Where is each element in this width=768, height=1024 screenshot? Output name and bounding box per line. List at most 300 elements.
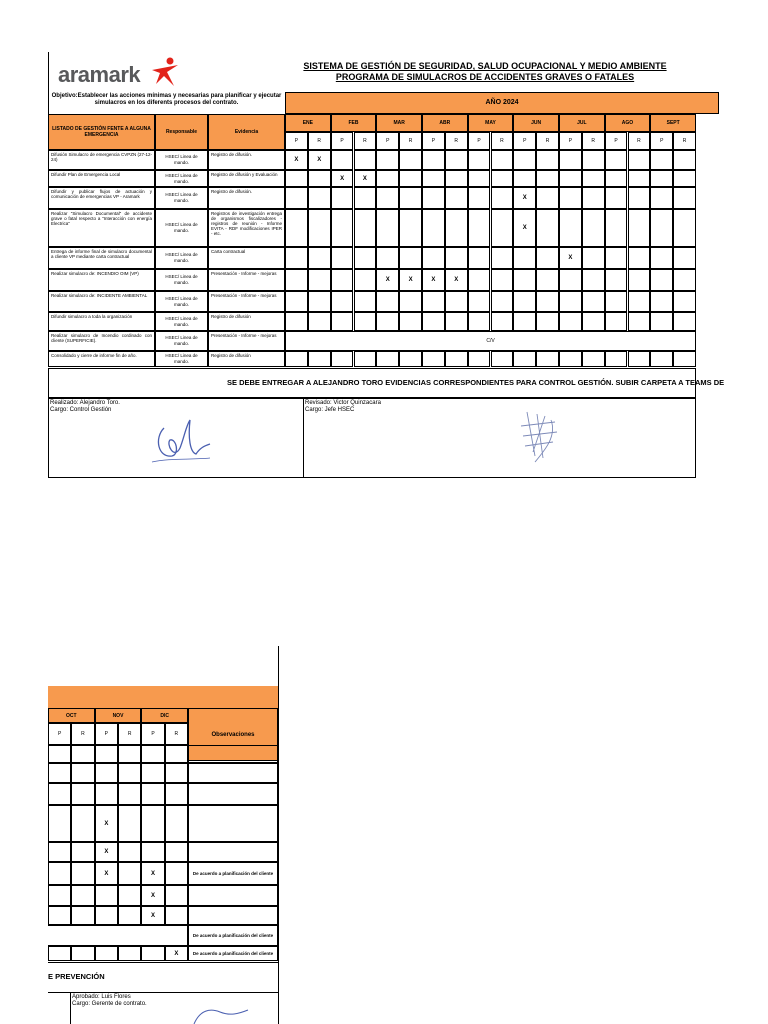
observation-cell [188, 885, 278, 906]
col-activity-header: LISTADO DE GESTIÓN FENTE A ALGUNA EMERGENCIA [48, 114, 155, 150]
schedule-cell [399, 312, 422, 331]
schedule-cell [48, 862, 71, 885]
schedule-cell [468, 247, 491, 269]
responsible-cell: HSEC/ Linea de mando. [155, 331, 208, 351]
schedule-cell [118, 763, 141, 783]
notice-tail: E PREVENCIÓN [48, 972, 105, 981]
schedule-cell [141, 763, 164, 783]
schedule-cell [628, 269, 651, 291]
schedule-cell [399, 150, 422, 170]
objective: Objetivo:Establecer las acciones mínimas y necesarias para planificar y ejecutar simulacros en los diferents procesos del contrato. [51, 93, 282, 106]
schedule-cell [559, 291, 582, 312]
schedule-cell [491, 291, 514, 312]
schedule-cell [376, 150, 399, 170]
schedule-cell [582, 150, 605, 170]
schedule-cell [71, 946, 94, 961]
schedule-cell [331, 269, 354, 291]
schedule-cell [491, 150, 514, 170]
schedule-cell [422, 291, 445, 312]
activity-cell: Consolidado y cierre de informe fin de año. [48, 351, 155, 367]
schedule-cell [628, 187, 651, 209]
activity-cell: Entrega de informe final de simulacro documental a cliente VP mediante carta contractual [48, 247, 155, 269]
observation-cell [188, 763, 278, 783]
schedule-cell [468, 170, 491, 187]
schedule-cell [673, 312, 696, 331]
month-header: MAR [376, 114, 422, 132]
responsible-cell: HSEC/ Linea de mando. [155, 247, 208, 269]
schedule-cell [605, 187, 628, 209]
schedule-cell [650, 291, 673, 312]
month-header: NOV [95, 708, 142, 723]
real-header: R [445, 132, 468, 150]
schedule-cell [354, 150, 377, 170]
schedule-cell [165, 906, 188, 925]
schedule-cell [513, 312, 536, 331]
responsible-cell: HSEC/ Linea de mando. [155, 187, 208, 209]
signer-3-role: Cargo: Gerente de contrato. [72, 1001, 147, 1007]
schedule-cell [118, 805, 141, 842]
schedule-cell [71, 805, 94, 842]
schedule-cell [95, 745, 118, 763]
schedule-cell [513, 269, 536, 291]
schedule-cell [308, 209, 331, 247]
schedule-cell [141, 805, 164, 842]
schedule-cell [468, 187, 491, 209]
schedule-cell [354, 247, 377, 269]
schedule-cell [491, 209, 514, 247]
schedule-cell [118, 885, 141, 906]
schedule-cell [308, 187, 331, 209]
schedule-cell [95, 906, 118, 925]
schedule-cell [376, 312, 399, 331]
schedule-cell [582, 351, 605, 367]
schedule-cell [285, 351, 308, 367]
schedule-cell [582, 170, 605, 187]
schedule-cell [445, 312, 468, 331]
schedule-cell [354, 269, 377, 291]
schedule-cell [354, 187, 377, 209]
schedule-cell [354, 312, 377, 331]
real-header: R [673, 132, 696, 150]
schedule-cell [422, 150, 445, 170]
activity-cell: Realizar simulacro de: INCIDENTE AMBIENTAL [48, 291, 155, 312]
schedule-cell [468, 351, 491, 367]
schedule-cell [650, 269, 673, 291]
observation-cell: De acuerdo a planificación del cliente [188, 946, 278, 961]
evidence-cell: Carta contractual [208, 247, 285, 269]
schedule-cell [536, 209, 559, 247]
plan-header: P [513, 132, 536, 150]
signature-box [48, 398, 696, 478]
schedule-cell [491, 187, 514, 209]
schedule-cell [354, 209, 377, 247]
schedule-cell [118, 862, 141, 885]
evidence-cell: Registro de difusión. [208, 187, 285, 209]
schedule-cell: X [331, 170, 354, 187]
schedule-cell [71, 783, 94, 805]
year-banner-continued [48, 686, 278, 708]
schedule-cell [354, 291, 377, 312]
schedule-cell [445, 351, 468, 367]
schedule-cell [673, 170, 696, 187]
schedule-cell [468, 150, 491, 170]
schedule-cell [422, 351, 445, 367]
schedule-cell [445, 150, 468, 170]
schedule-cell [582, 269, 605, 291]
schedule-cell [628, 351, 651, 367]
schedule-cell [673, 269, 696, 291]
schedule-cell [331, 247, 354, 269]
schedule-cell: X [141, 862, 164, 885]
evidence-cell: Registro de difusión [208, 312, 285, 331]
real-header: R [118, 723, 141, 745]
activity-cell: Realizar "Simulacro Documental" de accidente grave o fatal respecto a "Interacción con energía Electrica" [48, 209, 155, 247]
schedule-cell [118, 946, 141, 961]
evidence-cell: Registros de investigación entrega de organismos fiscalizadores - registros de reunión - Informe EVITA - RDF modificaciones IPER - etc. [208, 209, 285, 247]
schedule-cell [513, 170, 536, 187]
schedule-cell [48, 763, 71, 783]
schedule-cell [491, 170, 514, 187]
plan-header: P [468, 132, 491, 150]
schedule-cell [118, 783, 141, 805]
schedule-cell [582, 209, 605, 247]
real-header: R [399, 132, 422, 150]
month-header: JUL [559, 114, 605, 132]
schedule-cell: X [513, 209, 536, 247]
signer-2-role: Cargo: Jefe HSEC [305, 407, 355, 413]
schedule-cell [331, 209, 354, 247]
schedule-cell [422, 187, 445, 209]
schedule-cell [376, 291, 399, 312]
schedule-cell [468, 291, 491, 312]
schedule-cell [536, 269, 559, 291]
signer-1-role: Cargo: Control Gestión [50, 407, 112, 413]
schedule-cell [605, 170, 628, 187]
signer-1-name: Realizado: Alejandro Toro. [50, 400, 120, 406]
schedule-cell [141, 842, 164, 862]
real-header: R [582, 132, 605, 150]
schedule-cell: X [95, 862, 118, 885]
schedule-cell: X [559, 247, 582, 269]
schedule-cell [513, 150, 536, 170]
plan-header: P [376, 132, 399, 150]
schedule-cell [285, 291, 308, 312]
month-header: MAY [468, 114, 514, 132]
schedule-cell [491, 269, 514, 291]
schedule-cell [673, 150, 696, 170]
schedule-cell [559, 312, 582, 331]
responsible-cell: HSEC/ Linea de mando. [155, 170, 208, 187]
schedule-cell [48, 885, 71, 906]
schedule-cell [48, 805, 71, 842]
schedule-cell [673, 351, 696, 367]
schedule-cell [95, 763, 118, 783]
schedule-cell [445, 209, 468, 247]
activity-cell: Difundir simulacro a toda la organización [48, 312, 155, 331]
logo-figure-icon [148, 56, 180, 88]
schedule-cell [285, 312, 308, 331]
schedule-cell [650, 187, 673, 209]
schedule-cell [376, 170, 399, 187]
schedule-cell [422, 209, 445, 247]
schedule-cell [468, 312, 491, 331]
real-header: R [71, 723, 94, 745]
evidence-cell: Registro de difusión [208, 351, 285, 367]
schedule-cell: X [445, 269, 468, 291]
schedule-cell [285, 209, 308, 247]
schedule-cell [118, 745, 141, 763]
schedule-cell [605, 269, 628, 291]
schedule-cell [399, 291, 422, 312]
plan-header: P [285, 132, 308, 150]
month-header: DIC [141, 708, 188, 723]
schedule-cell [650, 170, 673, 187]
merged-status-cell: C/V [285, 331, 696, 351]
schedule-cell [491, 351, 514, 367]
month-header: ABR [422, 114, 468, 132]
observation-cell: De acuerdo a planificación del cliente [188, 862, 278, 885]
schedule-cell [331, 351, 354, 367]
schedule-cell [399, 187, 422, 209]
schedule-cell [559, 269, 582, 291]
schedule-cell [331, 150, 354, 170]
schedule-cell [628, 291, 651, 312]
schedule-cell [559, 209, 582, 247]
logo-text: aramark [58, 62, 141, 87]
schedule-cell [399, 170, 422, 187]
schedule-cell [48, 745, 71, 763]
schedule-cell [605, 291, 628, 312]
observation-cell [188, 783, 278, 805]
schedule-cell [536, 150, 559, 170]
schedule-cell: X [141, 885, 164, 906]
real-header: R [536, 132, 559, 150]
schedule-cell [165, 862, 188, 885]
schedule-cell [445, 291, 468, 312]
schedule-cell [650, 150, 673, 170]
schedule-cell [95, 783, 118, 805]
schedule-cell [308, 269, 331, 291]
schedule-cell [331, 312, 354, 331]
real-header: R [308, 132, 331, 150]
plan-header: P [559, 132, 582, 150]
evidence-cell: Presentación - Informe - mejoras [208, 269, 285, 291]
schedule-cell [650, 351, 673, 367]
schedule-cell [141, 745, 164, 763]
observation-cell: De acuerdo a planificación del cliente [188, 925, 278, 946]
real-header: R [491, 132, 514, 150]
activity-cell: Difundir Plan de Emergencia Local [48, 170, 155, 187]
header-line-2: PROGRAMA DE SIMULACROS DE ACCIDENTES GRAVES O FATALES [335, 72, 635, 82]
evidence-cell: Presentación - Informe - mejoras [208, 291, 285, 312]
col-responsible-header: Responsable [155, 114, 208, 150]
schedule-cell [331, 187, 354, 209]
schedule-cell [165, 885, 188, 906]
schedule-cell [673, 209, 696, 247]
year-banner: AÑO 2024 [285, 92, 719, 114]
schedule-cell [71, 763, 94, 783]
schedule-cell [308, 170, 331, 187]
observation-cell [188, 906, 278, 925]
schedule-cell [536, 351, 559, 367]
schedule-cell [491, 312, 514, 331]
schedule-cell [468, 209, 491, 247]
schedule-cell [354, 351, 377, 367]
schedule-cell [536, 312, 559, 331]
responsible-cell: HSEC/ Linea de mando. [155, 351, 208, 367]
schedule-cell [650, 312, 673, 331]
schedule-cell [71, 906, 94, 925]
schedule-cell [605, 351, 628, 367]
schedule-cell [422, 170, 445, 187]
responsible-cell: HSEC/ Linea de mando. [155, 150, 208, 170]
schedule-cell [399, 209, 422, 247]
plan-header: P [605, 132, 628, 150]
schedule-cell: X [399, 269, 422, 291]
schedule-cell [628, 150, 651, 170]
plan-header: P [422, 132, 445, 150]
signer-2-name: Revisado: Victor Quinzacara [305, 400, 381, 406]
schedule-cell [445, 170, 468, 187]
schedule-cell: X [308, 150, 331, 170]
plan-header: P [48, 723, 71, 745]
month-header: ENE [285, 114, 331, 132]
schedule-cell: X [141, 906, 164, 925]
schedule-cell [141, 783, 164, 805]
activity-cell: Realizar simulacro de: INCENDIO OIM (VP) [48, 269, 155, 291]
schedule-cell [118, 906, 141, 925]
schedule-cell [673, 247, 696, 269]
schedule-cell [650, 247, 673, 269]
schedule-cell: X [376, 269, 399, 291]
schedule-cell [445, 247, 468, 269]
schedule-cell [331, 291, 354, 312]
month-header: FEB [331, 114, 377, 132]
schedule-cell [468, 269, 491, 291]
schedule-cell [399, 351, 422, 367]
schedule-cell [376, 187, 399, 209]
schedule-cell: X [354, 170, 377, 187]
schedule-cell [285, 187, 308, 209]
schedule-cell [165, 842, 188, 862]
schedule-cell [628, 209, 651, 247]
schedule-cell: X [95, 805, 118, 842]
observation-cell [188, 842, 278, 862]
schedule-cell [95, 885, 118, 906]
activity-cell: Difundir y publicar flujos de actuación y comunicación de emergencias VP - Aramark [48, 187, 155, 209]
schedule-cell [582, 291, 605, 312]
schedule-cell [399, 247, 422, 269]
schedule-cell [48, 842, 71, 862]
schedule-cell [71, 842, 94, 862]
schedule-cell [308, 312, 331, 331]
schedule-cell [165, 745, 188, 763]
schedule-cell [559, 187, 582, 209]
schedule-cell: X [95, 842, 118, 862]
schedule-cell [445, 187, 468, 209]
schedule-cell [165, 763, 188, 783]
schedule-cell [285, 269, 308, 291]
schedule-cell: X [285, 150, 308, 170]
responsible-cell: HSEC/ Linea de mando. [155, 312, 208, 331]
plan-header: P [95, 723, 118, 745]
signature-1-image [150, 408, 214, 468]
schedule-cell: X [513, 187, 536, 209]
schedule-cell [141, 946, 164, 961]
schedule-cell [605, 247, 628, 269]
evidence-cell: Registro de difusión y Evaluación [208, 170, 285, 187]
schedule-cell [559, 150, 582, 170]
observation-cell [188, 805, 278, 842]
schedule-cell [513, 291, 536, 312]
real-header: R [165, 723, 188, 745]
schedule-cell [48, 906, 71, 925]
logo [56, 56, 181, 92]
schedule-cell [536, 170, 559, 187]
schedule-cell [559, 170, 582, 187]
col-evidence-header: Evidencia [208, 114, 285, 150]
schedule-cell [536, 247, 559, 269]
notice-text: SE DEBE ENTREGAR A ALEJANDRO TORO EVIDENCIAS CORRESPONDIENTES PARA CONTROL GESTIÓN. SUBIR CARPETA A TEAMS DE [227, 378, 725, 387]
schedule-cell [536, 187, 559, 209]
schedule-cell [71, 862, 94, 885]
schedule-cell [605, 209, 628, 247]
plan-header: P [331, 132, 354, 150]
schedule-cell [308, 291, 331, 312]
activity-cell: Realizar simulacro de Incendio cordinado con cliente (SUPERFICIE). [48, 331, 155, 351]
schedule-cell [95, 946, 118, 961]
schedule-cell [582, 312, 605, 331]
schedule-cell [165, 805, 188, 842]
real-header: R [354, 132, 377, 150]
responsible-cell: HSEC/ Linea de mando. [155, 209, 208, 247]
schedule-cell [118, 842, 141, 862]
observation-cell [188, 745, 278, 763]
schedule-cell [513, 247, 536, 269]
merged-status-cell [48, 925, 188, 946]
schedule-cell [559, 351, 582, 367]
activity-cell: Difusión Simulacro de emergencia CVPZN (27-12-24) [48, 150, 155, 170]
month-header: SEPT [650, 114, 696, 132]
schedule-cell [48, 783, 71, 805]
responsible-cell: HSEC/ Linea de mando. [155, 269, 208, 291]
schedule-cell [48, 946, 71, 961]
schedule-cell [628, 247, 651, 269]
month-header: JUN [513, 114, 559, 132]
header-line-1: SISTEMA DE GESTIÓN DE SEGURIDAD, SALUD OCUPACIONAL Y MEDIO AMBIENTE [303, 61, 667, 71]
schedule-cell [673, 291, 696, 312]
schedule-cell [513, 351, 536, 367]
signer-3-name: Aprobado: Luis Flores [72, 994, 131, 1000]
schedule-cell [582, 187, 605, 209]
schedule-cell [628, 170, 651, 187]
month-header: OCT [48, 708, 95, 723]
evidence-cell: Presentación - Informe - mejoras [208, 331, 285, 351]
col-observations-header: Observaciones [188, 708, 278, 761]
schedule-cell [376, 247, 399, 269]
schedule-cell [605, 150, 628, 170]
schedule-cell [536, 291, 559, 312]
evidence-cell: Registro de difusión. [208, 150, 285, 170]
schedule-cell [491, 247, 514, 269]
plan-header: P [650, 132, 673, 150]
schedule-cell [71, 745, 94, 763]
signature-3-image [190, 1006, 250, 1024]
schedule-cell [628, 312, 651, 331]
plan-header: P [141, 723, 164, 745]
schedule-cell [673, 187, 696, 209]
schedule-cell: X [422, 269, 445, 291]
